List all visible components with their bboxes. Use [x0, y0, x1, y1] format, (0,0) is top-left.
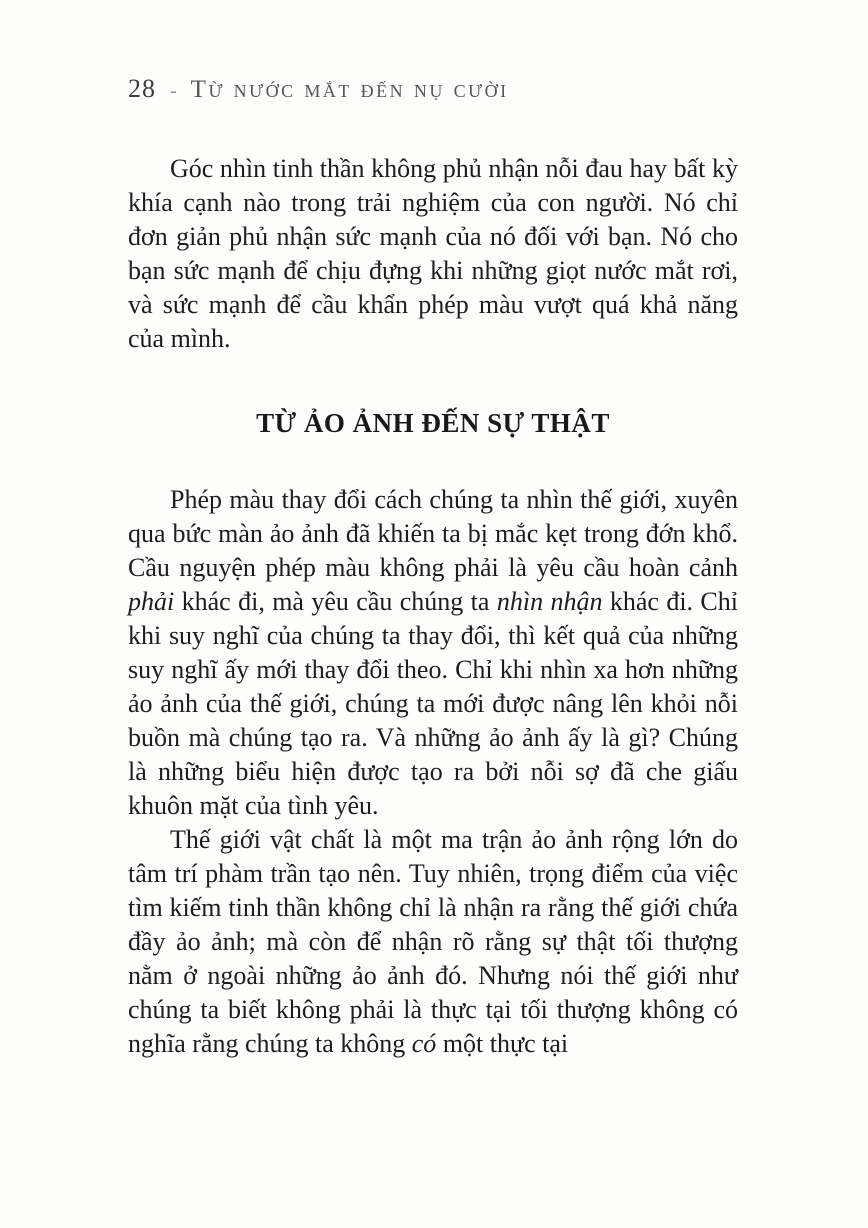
- paragraph-3: [128, 823, 738, 1061]
- section-heading: TỪ ẢO ẢNH ĐẾN SỰ THẬT: [256, 408, 610, 438]
- emphasis-text: có: [411, 1029, 437, 1058]
- text-segment: Thế giới vật chất là một ma trận ảo ảnh rộng lớn do tâm trí phàm trần tạo nên. Tuy nhiên, trọng điểm của việc tìm kiếm tinh thần không chỉ là nhận ra rằng thế giới chứa đầy ảo ảnh; mà còn để nhận rõ rằng sự thật tối thượng nằm ở ngoài những ảo ảnh đó. Nhưng nói thế giới như chúng ta biết không phải là thực tại tối thượng không có nghĩa rằng chúng ta không: [128, 825, 738, 1058]
- page-number: 28: [128, 74, 156, 103]
- text-segment: khác đi, mà yêu cầu chúng ta: [174, 587, 497, 616]
- text-segment: khác đi. Chỉ khi suy nghĩ của chúng ta thay đổi, thì kết quả của những suy nghĩ ấy mới thay đổi theo. Chỉ khi nhìn xa hơn những ảo ảnh của thế giới, chúng ta mới được nâng lên khỏi nỗi buồn mà chúng tạo ra. Và những ảo ảnh ấy là gì? Chúng là những biểu hiện được tạo ra bởi nỗi sợ đã che giấu khuôn mặt của tình yêu.: [128, 587, 739, 820]
- text-segment: Góc nhìn tinh thần không phủ nhận nỗi đau hay bất kỳ khía cạnh nào trong trải nghiệm của con người. Nó chỉ đơn giản phủ nhận sức mạnh của nó đối với bạn. Nó cho bạn sức mạnh để chịu đựng khi những giọt nước mắt rơi, và sức mạnh để cầu khẩn phép màu vượt quá khả năng của mình.: [128, 154, 738, 353]
- paragraph-2: [128, 483, 738, 823]
- running-header: [128, 74, 738, 104]
- emphasis-text: phải: [128, 587, 175, 616]
- header-separator: -: [170, 80, 177, 102]
- text-segment: một thực tại: [436, 1029, 569, 1058]
- emphasis-text: nhìn nhận: [496, 587, 603, 616]
- paragraph-1: [128, 152, 738, 356]
- text-segment: Phép màu thay đổi cách chúng ta nhìn thế giới, xuyên qua bức màn ảo ảnh đã khiến ta bị mắc kẹt trong đớn khổ. Cầu nguyện phép màu không phải là yêu cầu hoàn cảnh: [128, 485, 738, 582]
- running-title: Từ nước mắt đến nụ cười: [190, 76, 509, 103]
